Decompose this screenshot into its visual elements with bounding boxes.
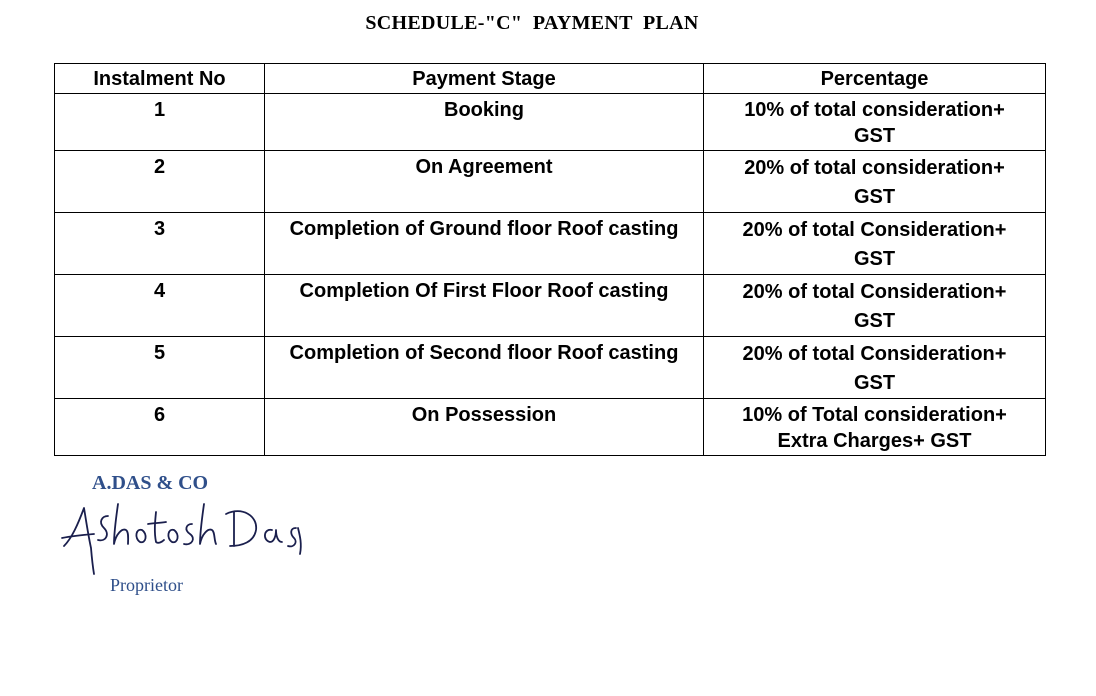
company-name: A.DAS & CO — [92, 472, 209, 494]
instalment-no-cell: 6 — [55, 399, 265, 456]
percentage-line-2: GST — [853, 248, 896, 270]
table-row — [55, 151, 1046, 213]
payment-stage-cell: Completion of Second floor Roof casting — [265, 337, 704, 399]
instalment-no-cell: 3 — [55, 213, 265, 275]
percentage-line-1: 20% of total consideration+ — [744, 157, 1005, 179]
table-row — [55, 275, 1046, 337]
document-title: SCHEDULE-"C" PAYMENT PLAN — [365, 12, 699, 34]
header-instalment-no: Instalment No — [55, 64, 265, 94]
percentage-line-1: 20% of total Consideration+ — [742, 281, 1007, 303]
instalment-no-cell: 5 — [55, 337, 265, 399]
percentage-cell — [704, 399, 1046, 456]
percentage-line-1: 10% of total consideration+ — [744, 99, 1005, 121]
table-row — [55, 213, 1046, 275]
percentage-cell — [704, 213, 1046, 275]
payment-stage-cell: Completion Of First Floor Roof casting — [265, 275, 704, 337]
instalment-no-cell: 1 — [55, 94, 265, 151]
percentage-line-1: 20% of total Consideration+ — [742, 343, 1007, 365]
percentage-line-1: 10% of Total consideration+ — [742, 404, 1007, 426]
instalment-no-cell: 4 — [55, 275, 265, 337]
header-percentage: Percentage — [704, 64, 1046, 94]
signatory-role: Proprietor — [110, 575, 183, 595]
table-header-row — [55, 64, 1046, 94]
payment-stage-cell: Booking — [265, 94, 704, 151]
payment-stage-cell: On Possession — [265, 399, 704, 456]
percentage-line-2: GST — [853, 125, 896, 147]
percentage-line-2: GST — [853, 310, 896, 332]
percentage-cell — [704, 151, 1046, 213]
percentage-line-2: GST — [853, 186, 896, 208]
payment-stage-cell: On Agreement — [265, 151, 704, 213]
payment-plan-table — [54, 63, 1046, 456]
percentage-line-2: Extra Charges+ GST — [777, 430, 972, 452]
percentage-line-1: 20% of total Consideration+ — [742, 219, 1007, 241]
table-row — [55, 94, 1046, 151]
instalment-no-cell: 2 — [55, 151, 265, 213]
payment-stage-cell: Completion of Ground floor Roof casting — [265, 213, 704, 275]
table-row — [55, 399, 1046, 456]
percentage-cell — [704, 275, 1046, 337]
handwritten-signature — [58, 498, 318, 582]
percentage-line-2: GST — [853, 372, 896, 394]
percentage-cell — [704, 94, 1046, 151]
percentage-cell — [704, 337, 1046, 399]
table-row — [55, 337, 1046, 399]
header-payment-stage: Payment Stage — [265, 64, 704, 94]
